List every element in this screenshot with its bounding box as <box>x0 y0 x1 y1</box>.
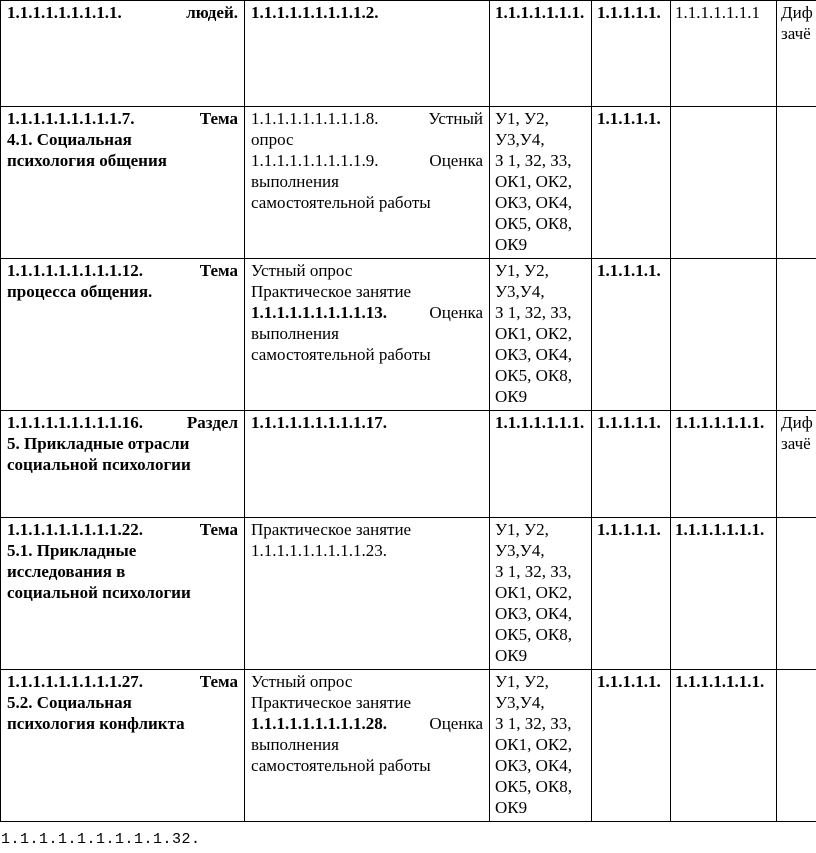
table-row <box>1 670 816 822</box>
content-cell: 1.1.1.1.1.1.1.1.1.8. Устный опрос 1.1.1.1.1.1.1.1.1.9. Оценка выполнения самостоятельной работы <box>245 107 490 259</box>
content-cell: Практическое занятие 1.1.1.1.1.1.1.1.1.23. <box>245 518 490 670</box>
assessment-cell: Диф зачё <box>777 411 816 518</box>
competency-cell: 1.1.1.1.1.1.1. <box>490 411 592 518</box>
competency-cell: У1, У2, У3,У4, З 1, З2, З3, ОК1, ОК2, ОК3, ОК4, ОК5, ОК8, ОК9 <box>490 518 592 670</box>
extra-cell: 1.1.1.1.1.1.1 <box>671 1 777 107</box>
hours-cell: 1.1.1.1.1. <box>592 1 671 107</box>
content-cell: 1.1.1.1.1.1.1.1.1.17. <box>245 411 490 518</box>
competency-cell: У1, У2, У3,У4, З 1, З2, З3, ОК1, ОК2, ОК3, ОК4, ОК5, ОК8, ОК9 <box>490 107 592 259</box>
assessment-cell <box>777 670 816 822</box>
extra-cell: 1.1.1.1.1.1.1. <box>671 670 777 822</box>
hours-cell: 1.1.1.1.1. <box>592 107 671 259</box>
hours-cell: 1.1.1.1.1. <box>592 518 671 670</box>
extra-cell: 1.1.1.1.1.1.1. <box>671 411 777 518</box>
row1-code: 1.1.1.1.1.1.1.1.1. <box>7 3 122 22</box>
table-row <box>1 1 816 107</box>
section-title-cell: 1.1.1.1.1.1.1.1.1.7. Тема 4.1. Социальная психология общения <box>1 107 245 259</box>
section-title-cell: 1.1.1.1.1.1.1.1.1.12. Тема процесса общения. <box>1 259 245 411</box>
assessment-cell <box>777 259 816 411</box>
hours-cell: 1.1.1.1.1. <box>592 411 671 518</box>
table-row <box>1 107 816 259</box>
footer-code: 1.1.1.1.1.1.1.1.1.32. <box>1 831 201 848</box>
hours-cell: 1.1.1.1.1. <box>592 670 671 822</box>
competency-cell: У1, У2, У3,У4, З 1, З2, З3, ОК1, ОК2, ОК3, ОК4, ОК5, ОК8, ОК9 <box>490 259 592 411</box>
row1-title-word: людей. <box>186 3 238 22</box>
extra-cell <box>671 107 777 259</box>
section-title-cell: 1.1.1.1.1.1.1.1.1.22. Тема 5.1. Прикладные исследования в социальной психологии <box>1 518 245 670</box>
hours-cell: 1.1.1.1.1. <box>592 259 671 411</box>
table-row <box>1 259 816 411</box>
section-title-cell: 1.1.1.1.1.1.1.1.1.27. Тема 5.2. Социальная психология конфликта <box>1 670 245 822</box>
section-title-cell: 1.1.1.1.1.1.1.1.1.16. Раздел 5. Прикладные отрасли социальной психологии <box>1 411 245 518</box>
assessment-cell: Диф зачё <box>777 1 816 107</box>
content-cell: 1.1.1.1.1.1.1.1.1.2. <box>245 1 490 107</box>
competency-cell: 1.1.1.1.1.1.1. <box>490 1 592 107</box>
assessment-cell <box>777 107 816 259</box>
table-row <box>1 518 816 670</box>
extra-cell <box>671 259 777 411</box>
content-cell: Устный опрос Практическое занятие 1.1.1.1.1.1.1.1.1.28. Оценка выполнения самостоятельной работы <box>245 670 490 822</box>
competency-cell: У1, У2, У3,У4, З 1, З2, З3, ОК1, ОК2, ОК3, ОК4, ОК5, ОК8, ОК9 <box>490 670 592 822</box>
table-row <box>1 411 816 518</box>
assessment-cell <box>777 518 816 670</box>
content-cell: Устный опрос Практическое занятие 1.1.1.1.1.1.1.1.1.13. Оценка выполнения самостоятельной работы <box>245 259 490 411</box>
extra-cell: 1.1.1.1.1.1.1. <box>671 518 777 670</box>
section-title-cell <box>1 1 245 107</box>
